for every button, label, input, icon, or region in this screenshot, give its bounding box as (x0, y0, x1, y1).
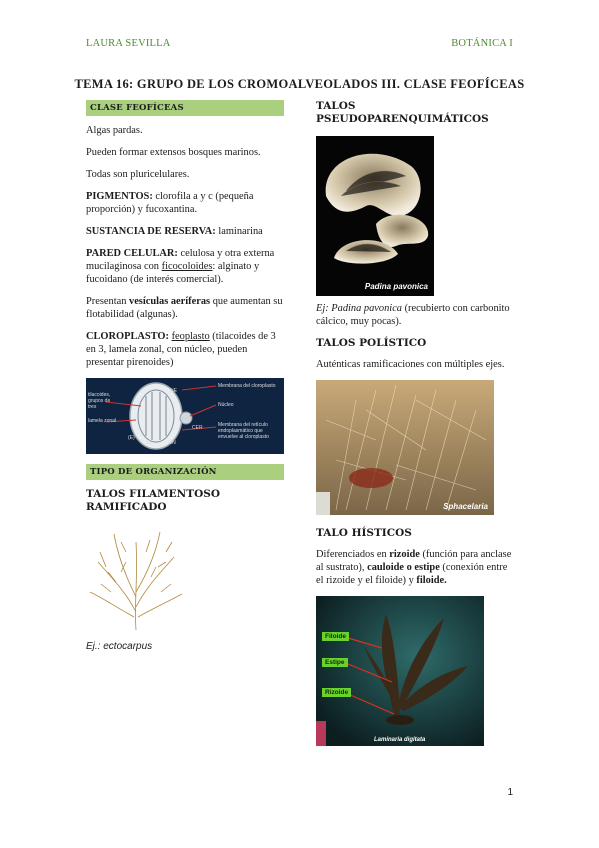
page-title: TEMA 16: GRUPO DE LOS CROMOALVEOLADOS III. CLASE FEOFÍCEAS (74, 77, 525, 91)
sphacelaria-image (316, 380, 494, 515)
sphacelaria-caption: Sphacelaria (443, 502, 488, 511)
paragraph-pluricelulares: Todas son pluricelulares. (86, 169, 190, 180)
label-ne: NE (170, 388, 177, 394)
padina-drawing (316, 136, 434, 296)
chloroplast-drawing (86, 378, 284, 454)
laminaria-caption: Laminaria digitata (374, 737, 426, 743)
page-number: 1 (507, 787, 513, 798)
header-subject: BOTÁNICA I (451, 38, 513, 49)
paragraph-reserva: SUSTANCIA DE RESERVA: laminarina (86, 226, 263, 237)
tag-filoide: Filoide (322, 632, 349, 641)
tag-estipe: Estipe (322, 658, 348, 667)
ectocarpus-image (86, 522, 186, 632)
label-membrana: Membrana del cloroplasto (218, 383, 276, 389)
header-author: LAURA SEVILLA (86, 38, 171, 49)
paragraph-pared: PARED CELULAR: celulosa y otra externa mucilaginosa con ficocoloides: alginato y fucoidano (de interés comercial). (86, 248, 275, 285)
laminaria-drawing (316, 596, 484, 746)
label-reticulo: Membrana del retículo endoplasmático que envuelve al cloroplasto (218, 422, 269, 440)
chloroplast-diagram (86, 378, 284, 454)
label-zl: ZL (146, 440, 152, 446)
heading-polistico: TALOS POLÍSTICO (316, 337, 427, 349)
paragraph-polistico: Auténticas ramificaciones con múltiples ejes. (316, 359, 505, 370)
sphacelaria-drawing (316, 380, 494, 515)
caption-ectocarpus: Ej.: ectocarpus (86, 641, 153, 652)
left-column (86, 100, 284, 662)
padina-image (316, 136, 434, 296)
paragraph-histicos: Diferenciados en rizoide (función para anclase al sustrato), cauloide o estipe (conexión entre el rizoide y el filoide) y filoide. (316, 549, 512, 586)
tag-rizoide: Rizoide (322, 688, 351, 697)
heading-histicos: TALO HÍSTICOS (316, 527, 412, 539)
paragraph-pigmentos: PIGMENTOS: clorofila a y c (pequeña proporción) y fucoxantina. (86, 191, 254, 215)
label-e: (E) (128, 435, 135, 441)
section-band-clase: CLASE FEOFÍCEAS (86, 100, 284, 116)
label-mn: MN (168, 440, 176, 446)
section-band-organizacion: TIPO DE ORGANIZACIÓN (86, 464, 284, 480)
paragraph-vesiculas: Presentan vesículas aeríferas que aumentan su flotabilidad (algunas). (86, 296, 283, 320)
paragraph-padina: Ej: Padina pavonica (recubierto con carbonito cálcico, muy pocas). (316, 303, 510, 327)
heading-pseudoparenquimaticos: TALOS PSEUDOPARENQUIMÁTICOS (316, 100, 489, 125)
paragraph-algas: Algas pardas. (86, 125, 143, 136)
right-column (316, 100, 514, 746)
ectocarpus-drawing (86, 522, 186, 632)
laminaria-image (316, 596, 484, 746)
label-tilacoides: tilacoides, grupos de tres (88, 392, 111, 410)
label-lamela: lamela zonal (88, 418, 117, 424)
label-nucleo: Núcleo (218, 402, 234, 408)
paragraph-cloroplasto: CLOROPLASTO: feoplasto (tilacoides de 3 en 3, lamela zonal, con núcleo, pueden presentar pirenoides) (86, 331, 276, 368)
paragraph-bosques: Pueden formar extensos bosques marinos. (86, 147, 261, 158)
heading-filamentoso: TALOS FILAMENTOSO RAMIFICADO (86, 488, 220, 513)
padina-caption: Padina pavonica (364, 282, 428, 291)
label-cer: CER (192, 425, 203, 431)
